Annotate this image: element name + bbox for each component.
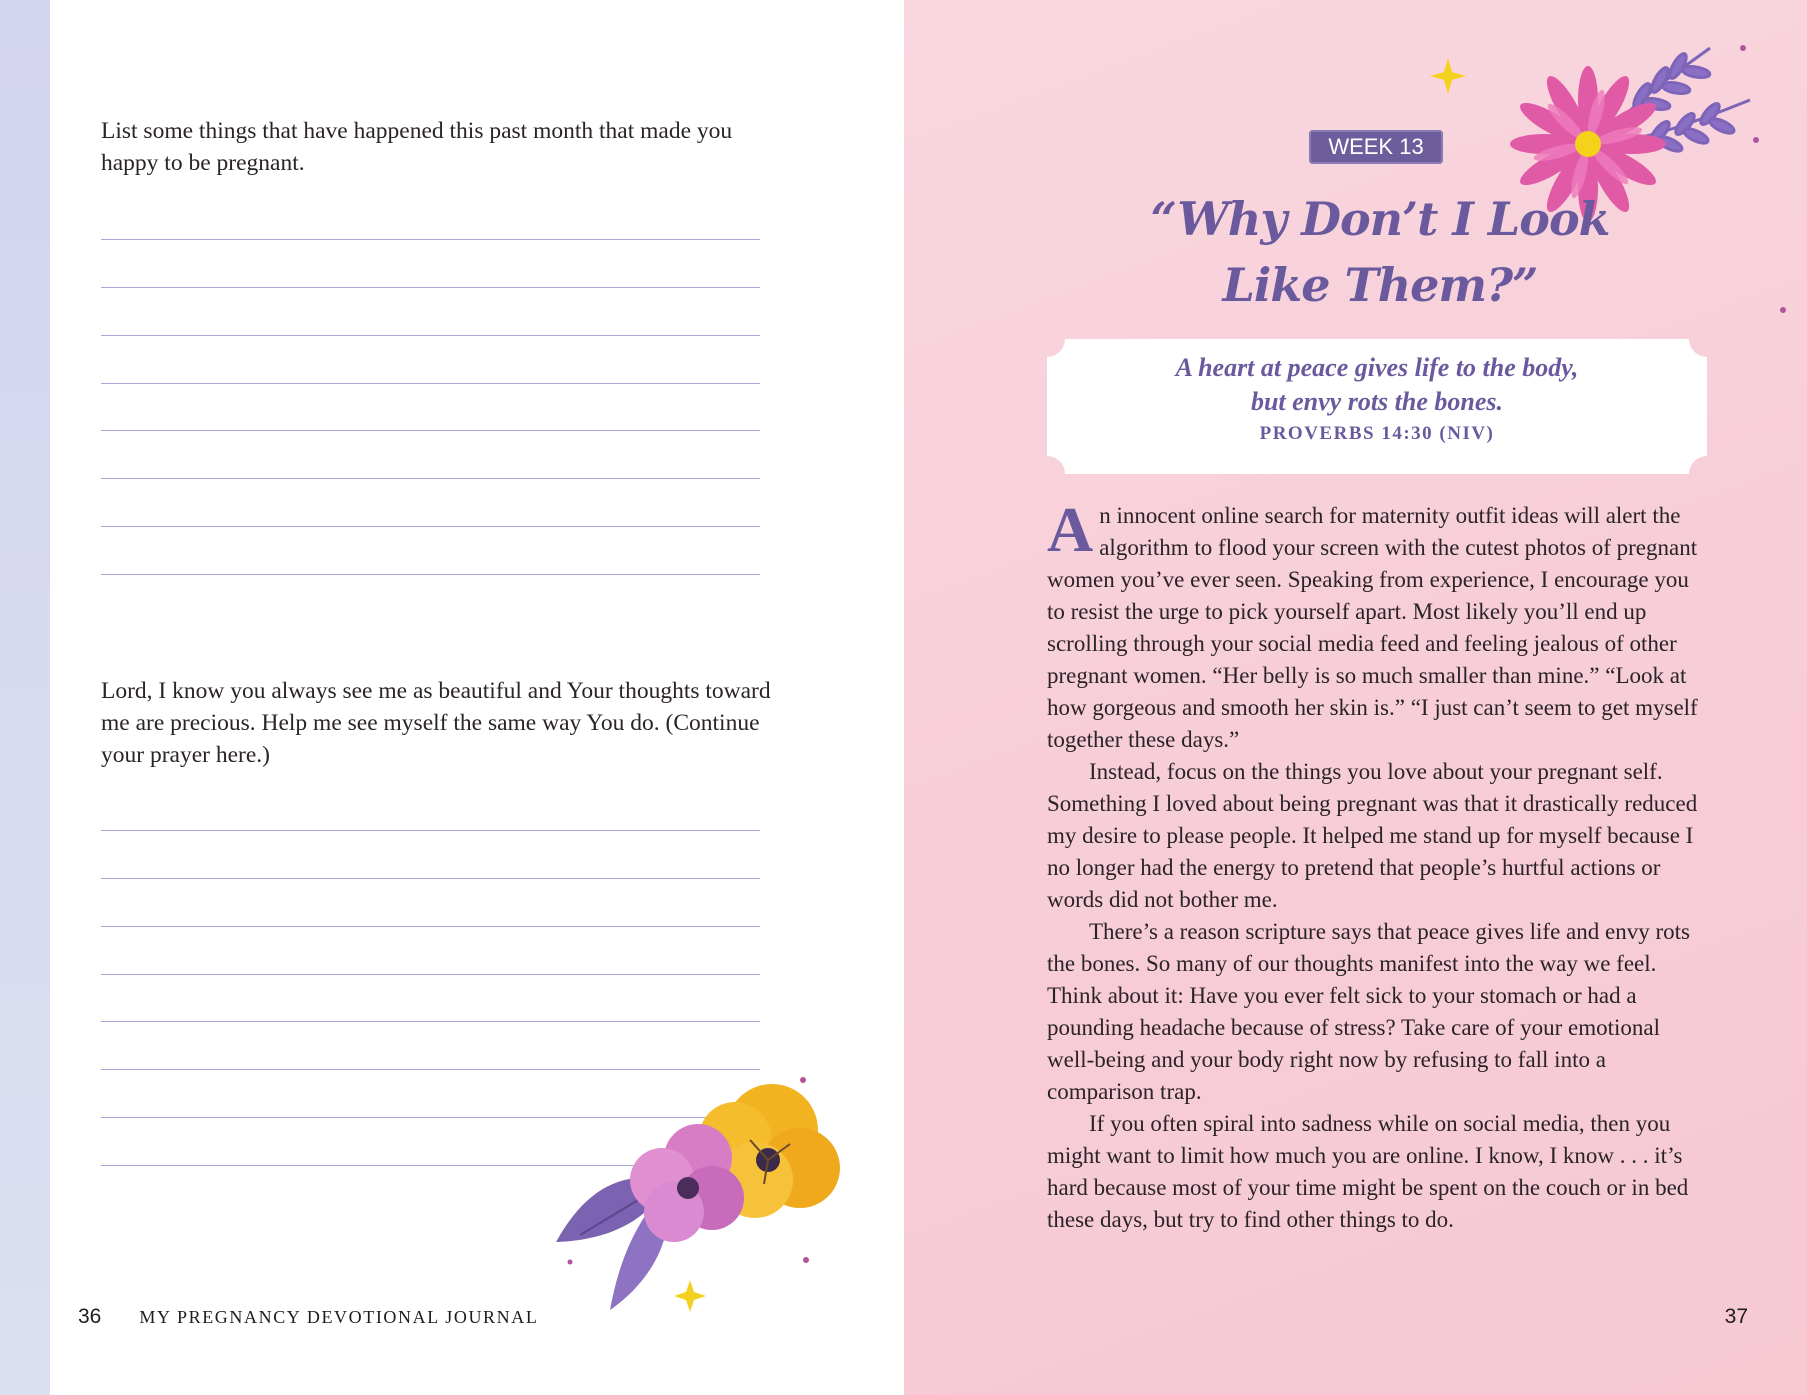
scripture-card [1047, 339, 1707, 474]
devotional-body [1047, 494, 1707, 1236]
writing-line[interactable] [101, 431, 760, 479]
page-number-left: 36 [78, 1305, 102, 1328]
running-head: MY PREGNANCY DEVOTIONAL JOURNAL [139, 1307, 539, 1327]
writing-line[interactable] [101, 479, 760, 527]
writing-line[interactable] [101, 192, 760, 240]
writing-line[interactable] [101, 975, 760, 1023]
writing-lines-1[interactable] [101, 192, 760, 575]
decorative-dot [1778, 305, 1788, 315]
scripture-line-1: A heart at peace gives life to the body, [1175, 353, 1579, 382]
writing-line[interactable] [101, 927, 760, 975]
writing-line[interactable] [101, 384, 760, 432]
body-paragraph-1 [1047, 494, 1707, 756]
left-page-footer [78, 1305, 538, 1329]
writing-line[interactable] [101, 831, 760, 879]
journal-prompt-1: List some things that have happened this past month that made you happy to be pregnant. [101, 118, 733, 176]
scripture-reference: PROVERBS 14:30 (NIV) [1259, 423, 1495, 444]
week-badge: WEEK 13 [1309, 130, 1443, 164]
scripture-line-2: but envy rots the bones. [1250, 387, 1504, 416]
writing-line[interactable] [101, 240, 760, 288]
pansy-flowers-illustration [550, 1060, 850, 1320]
body-paragraph-4: If you often spiral into sadness while on social media, then you might want to limit how much you are online. I know, I know . . . it’s hard because most of your time might be spent on the couch or in bed these days, but try to find other things to do. [1047, 1111, 1689, 1232]
writing-line[interactable] [101, 527, 760, 575]
body-paragraph-2: Instead, focus on the things you love about your pregnant self. Something I loved about being pregnant was that it drastically reduced my desire to please people. It helped me stand up for myself because I no longer had the energy to pretend that people’s hurtful actions or words did not bother me. [1047, 759, 1698, 912]
writing-line[interactable] [101, 879, 760, 927]
journal-prompt-2: Lord, I know you always see me as beautiful and Your thoughts toward me are precious. Help me see myself the same way You do. (Continue your prayer here.) [101, 678, 771, 768]
body-paragraph-3: There’s a reason scripture says that peace gives life and envy rots the bones. So many of our thoughts manifest into the way we feel. Think about it: Have you ever felt sick to your stomach or had a pounding headache because of stress? Take care of your emotional well-being and your body right now by refusing to fall into a comparison trap. [1047, 919, 1690, 1104]
scripture-text [1047, 351, 1707, 419]
drop-cap: A [1047, 494, 1094, 565]
title-line-1: “Why Don’t I Look [1150, 192, 1610, 246]
devotional-title [1090, 186, 1670, 318]
writing-line[interactable] [101, 783, 760, 831]
writing-line[interactable] [101, 288, 760, 336]
page-number-right: 37 [1724, 1305, 1748, 1328]
title-line-2: Like Them?” [1222, 258, 1538, 312]
writing-line[interactable] [101, 336, 760, 384]
paragraph-1-text: n innocent online search for maternity outfit ideas will alert the algorithm to flood your screen with the cutest photos of pregnant women you’ve ever seen. Speaking from experience, I encourage you to resist the urge to pick yourself apart. Most likely you’ll end up scrolling through your social media feed and feeling jealous of other pregnant women. “Her belly is so much smaller than mine.” “Look at how gorgeous and smooth her skin is.” “I just can’t seem to get myself together these days.” [1047, 503, 1698, 752]
page-edge-band [0, 0, 50, 1395]
